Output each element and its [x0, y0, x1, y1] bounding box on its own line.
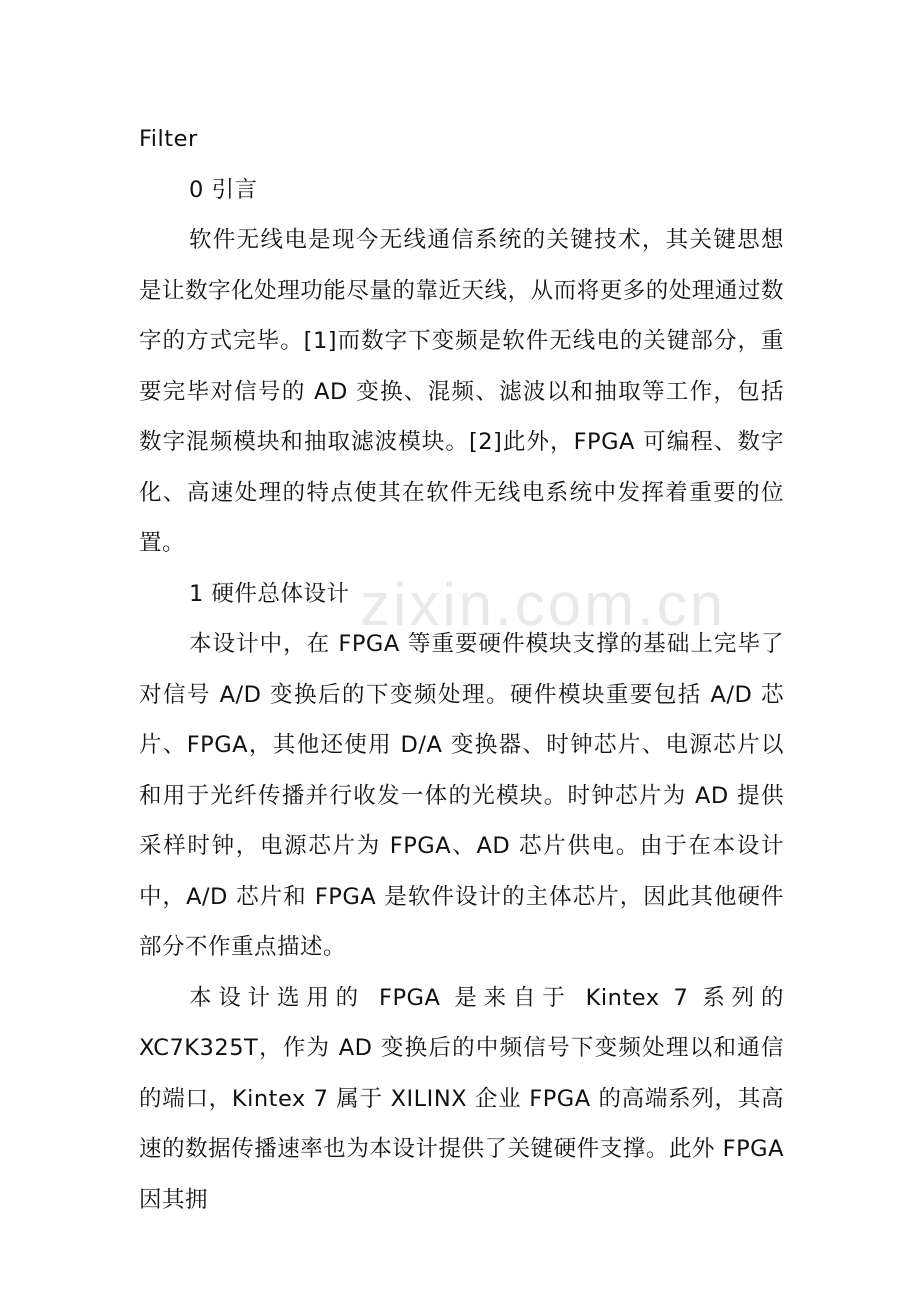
section-heading-hardware-design: 1 硬件总体设计	[189, 580, 350, 607]
watermark: zixin.com.cn	[360, 571, 727, 638]
paragraph-fpga-selection: 本设计选用的 FPGA 是来自于 Kintex 7 系列的 XC7K325T，作为 AD 变换后的中频信号下变频处理以和通信的端口，Kintex 7 属于 XILINX 企业 FPGA 的高端系列，其高速的数据传播速率也为本设计提供了关键硬件支撑。此外 FPGA 因其拥	[139, 984, 784, 1213]
paragraph-introduction: 软件无线电是现今无线通信系统的关键技术，其关键思想是让数字化处理功能尽量的靠近天线，从而将更多的处理通过数字的方式完毕。[1]而数字下变频是软件无线电的关键部分，重要完毕对信号的 AD 变换、混频、滤波以和抽取等工作，包括数字混频模块和抽取滤波模块。[2]此外，FPGA 可编程、数字化、高速处理的特点使其在软件无线电系统中发挥着重要的位置。	[139, 227, 784, 556]
section-heading-introduction: 0 引言	[189, 176, 258, 203]
text-fragment: Filter	[139, 126, 198, 152]
paragraph-hardware-overview: 本设计中，在 FPGA 等重要硬件模块支撑的基础上完毕了对信号 A/D 变换后的下变频处理。硬件模块重要包括 A/D 芯片、FPGA，其他还使用 D/A 变换器、时钟芯片、电源芯片以和用于光纤传播并行收发一体的光模块。时钟芯片为 AD 提供采样时钟，电源芯片为 FPGA、AD 芯片供电。由于在本设计中，A/D 芯片和 FPGA 是软件设计的主体芯片，因此其他硬件部分不作重点描述。	[139, 631, 784, 960]
document-body	[139, 114, 784, 1225]
